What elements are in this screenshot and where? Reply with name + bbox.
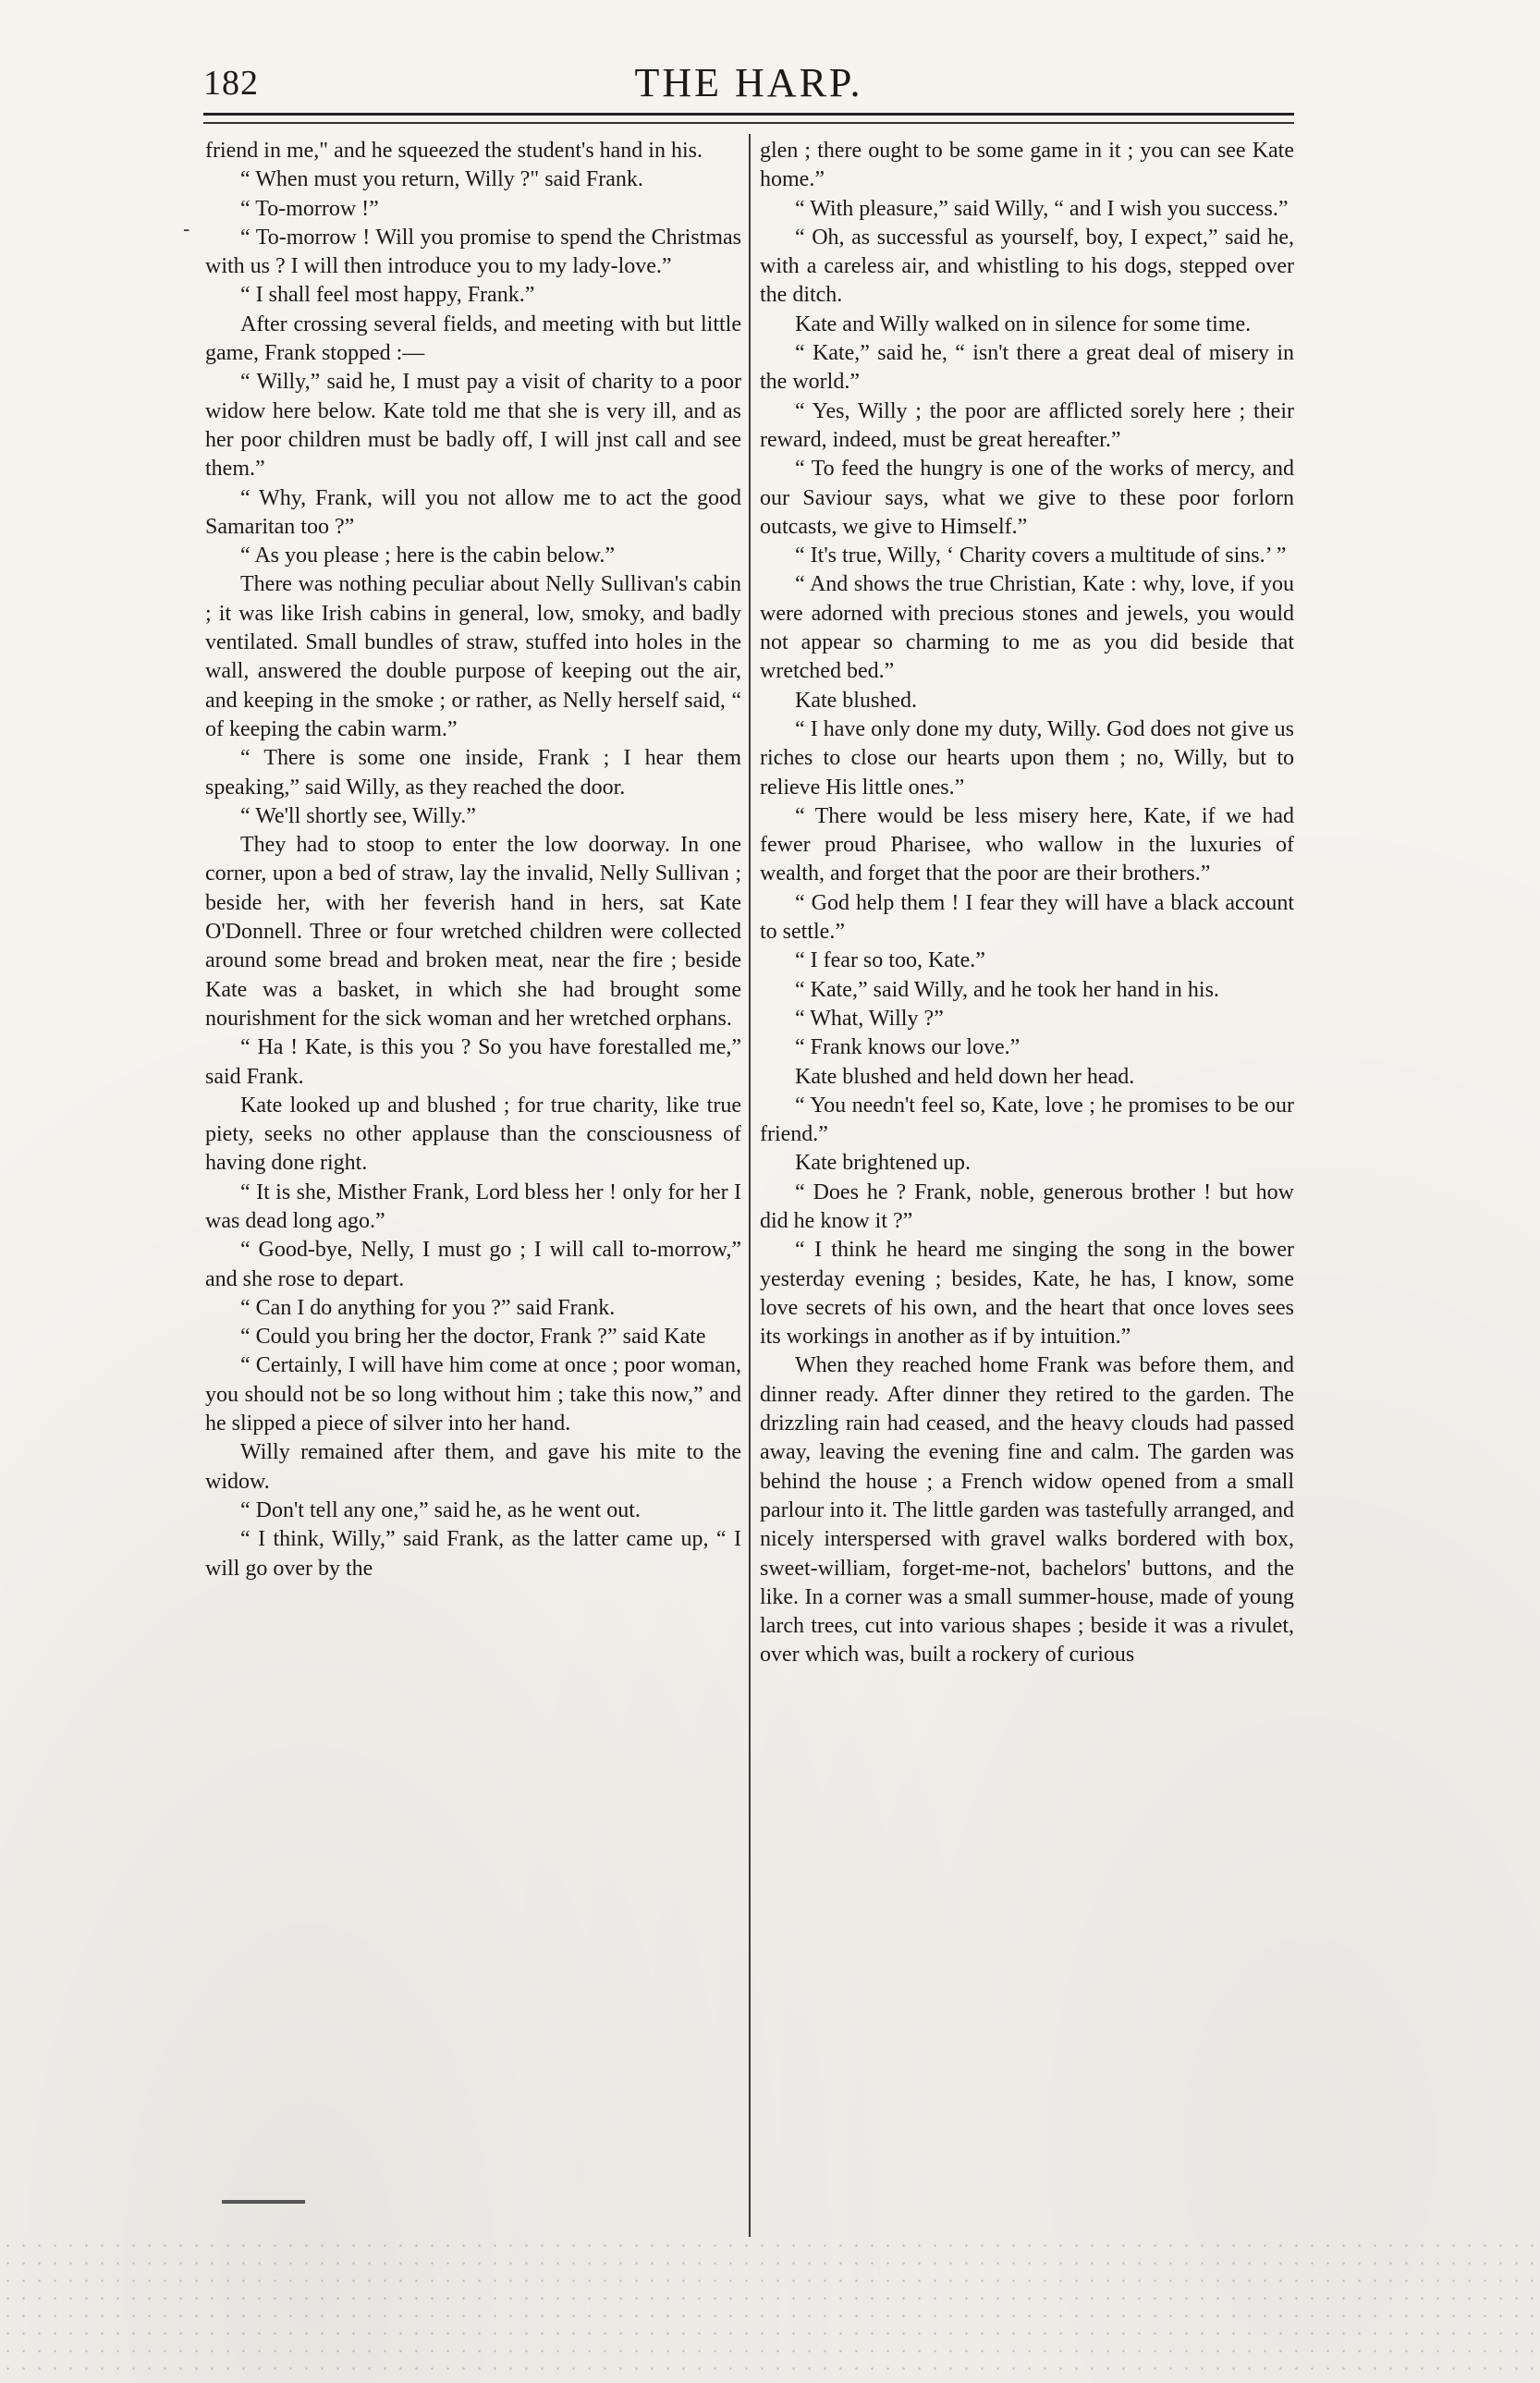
right-column-paragraph: “ Frank knows our love.” [795, 1035, 1021, 1060]
left-column-paragraph: “ Could you bring her the doctor, Frank ?” said Kate [240, 1325, 706, 1350]
right-column-paragraph: “ You needn't feel so, Kate, love ; he promises to be our friend.” [760, 1093, 1294, 1147]
left-column-paragraph: “ Certainly, I will have him come at once ; poor woman, you should not be so long without him ; take this now,” and he slipped a piece of silver into her hand. [205, 1353, 741, 1436]
right-column-paragraph: “ There would be less misery here, Kate, if we had fewer proud Pharisee, who wallow in the luxuries of wealth, and forget that the poor are their brothers.” [760, 803, 1294, 886]
paper-speckle [0, 2237, 1540, 2383]
right-column-paragraph: “ I have only done my duty, Willy. God does not give us riches to close our hearts upon them ; no, Willy, but to relieve His little ones.” [760, 716, 1294, 800]
left-column-paragraph: “ Don't tell any one,” said he, as he went out. [240, 1497, 641, 1522]
right-column-paragraph: “ I think he heard me singing the song in the bower yesterday evening ; besides, Kate, he has, I know, some love secrets of his own, and the heart that once loves sees its workings in another as if by intuition.” [760, 1238, 1294, 1350]
right-column-paragraph: Kate and Willy walked on in silence for some time. [795, 312, 1252, 336]
margin-mark: - [183, 218, 190, 241]
journal-title: THE HARP. [634, 60, 863, 105]
right-column-paragraph: “ Kate,” said he, “ isn't there a great deal of misery in the world.” [760, 341, 1294, 395]
left-column-paragraph: “ To-morrow !” [240, 196, 379, 221]
right-column-paragraph: “ Yes, Willy ; the poor are afflicted sorely here ; their reward, indeed, must be great hereafter.” [760, 398, 1294, 452]
left-column-paragraph: friend in me," and he squeezed the student's hand in his. [205, 139, 703, 163]
right-column-paragraph: Kate brightened up. [795, 1151, 971, 1176]
left-column-paragraph: “ I think, Willy,” said Frank, as the latter came up, “ I will go over by the [205, 1527, 741, 1581]
right-column-paragraph: “ What, Willy ?” [795, 1006, 944, 1031]
left-column-paragraph: “ There is some one inside, Frank ; I hear them speaking,” said Willy, as they reached the door. [205, 746, 741, 800]
header-rule-thin [203, 122, 1294, 124]
left-column-paragraph: “ When must you return, Willy ?" said Frank. [240, 167, 643, 192]
right-column-paragraph: Kate blushed. [795, 688, 917, 713]
right-column-paragraph: glen ; there ought to be some game in it ; you can see Kate home.” [760, 139, 1294, 192]
left-column-paragraph: “ Can I do anything for you ?” said Frank. [240, 1295, 616, 1320]
column-divider [749, 134, 751, 2237]
left-column-paragraph: “ To-morrow ! Will you promise to spend the Christmas with us ? I will then introduce you to my lady-love.” [205, 225, 741, 279]
right-column-paragraph: “ It's true, Willy, ‘ Charity covers a multitude of sins.’ ” [795, 544, 1287, 568]
running-header [203, 57, 1294, 113]
page-number: 182 [203, 64, 259, 103]
right-column-paragraph: “ God help them ! I fear they will have a black account to settle.” [760, 890, 1294, 945]
right-column-paragraph: “ With pleasure,” said Willy, “ and I wish you success.” [795, 196, 1289, 221]
right-column-paragraph: “ Oh, as successful as yourself, boy, I expect,” said he, with a careless air, and whistling to his dogs, stepped over the ditch. [760, 225, 1294, 308]
left-column-paragraph: “ Why, Frank, will you not allow me to act the good Samaritan too ?” [205, 485, 741, 539]
header-rule-thick [203, 113, 1294, 116]
right-column-paragraph: “ And shows the true Christian, Kate : why, love, if you were adorned with precious stones and jewels, you would not appear so charming to me as you did beside that wretched bed.” [760, 572, 1294, 684]
right-column-paragraph: “ To feed the hungry is one of the works of mercy, and our Saviour says, what we give to these poor forlorn outcasts, we give to Himself.” [760, 457, 1294, 539]
right-column-paragraph: “ Kate,” said Willy, and he took her hand in his. [795, 977, 1219, 1002]
left-column-paragraph: After crossing several fields, and meeting with but little game, Frank stopped :— [205, 312, 741, 366]
left-column-paragraph: “ It is she, Misther Frank, Lord bless her ! only for her I was dead long ago.” [205, 1179, 741, 1233]
left-column-paragraph: “ We'll shortly see, Willy.” [240, 803, 476, 828]
ink-smudge [222, 2200, 305, 2204]
left-column-paragraph: Willy remained after them, and gave his mite to the widow. [205, 1440, 741, 1494]
left-column [205, 137, 741, 2184]
left-column-paragraph: They had to stoop to enter the low doorway. In one corner, upon a bed of straw, lay the invalid, Nelly Sullivan ; beside her, with her feverish hand in hers, sat Kate O'Donnell. Three or four wretched children were collected around some bread and broken meat, near the fire ; beside Kate was a basket, in which she had brought some nourishment for the sick woman and her wretched orphans. [205, 833, 741, 1031]
right-column-paragraph: “ Does he ? Frank, noble, generous brother ! but how did he know it ?” [760, 1179, 1294, 1233]
right-column-paragraph: “ I fear so too, Kate.” [795, 948, 985, 973]
left-column-paragraph: “ Good-bye, Nelly, I must go ; I will call to-morrow,” and she rose to depart. [205, 1238, 741, 1291]
right-column [760, 137, 1294, 2184]
left-column-paragraph: There was nothing peculiar about Nelly Sullivan's cabin ; it was like Irish cabins in general, low, smoky, and badly ventilated. Small bundles of straw, stuffed into holes in the wall, answered the double purpose of keeping out the air, and keeping in the smoke ; or rather, as Nelly herself said, “ of keeping the cabin warm.” [205, 572, 741, 741]
left-column-paragraph: “ I shall feel most happy, Frank.” [240, 283, 535, 308]
right-column-paragraph: When they reached home Frank was before them, and dinner ready. After dinner they retired to the garden. The drizzling rain had ceased, and the heavy clouds had passed away, leaving the evening fine and calm. The garden was behind the house ; a French widow opened from a small parlour into it. The little garden was tastefully arranged, and nicely interspersed with gravel walks bordered with box, sweet-william, forget-me-not, bachelors' buttons, and the like. In a corner was a small summer-house, made of young larch trees, cut into various shapes ; beside it was a rivulet, over which was, built a rockery of curious [760, 1353, 1294, 1668]
right-column-paragraph: Kate blushed and held down her head. [795, 1064, 1135, 1089]
left-column-paragraph: “ Willy,” said he, I must pay a visit of charity to a poor widow here below. Kate told me that she is very ill, and as her poor children must be badly off, I will jnst call and see them.” [205, 370, 741, 482]
left-column-paragraph: Kate looked up and blushed ; for true charity, like true piety, seeks no other applause than the consciousness of having done right. [205, 1093, 741, 1176]
left-column-paragraph: “ Ha ! Kate, is this you ? So you have forestalled me,” said Frank. [205, 1035, 741, 1089]
left-column-paragraph: “ As you please ; here is the cabin below.” [240, 544, 615, 568]
